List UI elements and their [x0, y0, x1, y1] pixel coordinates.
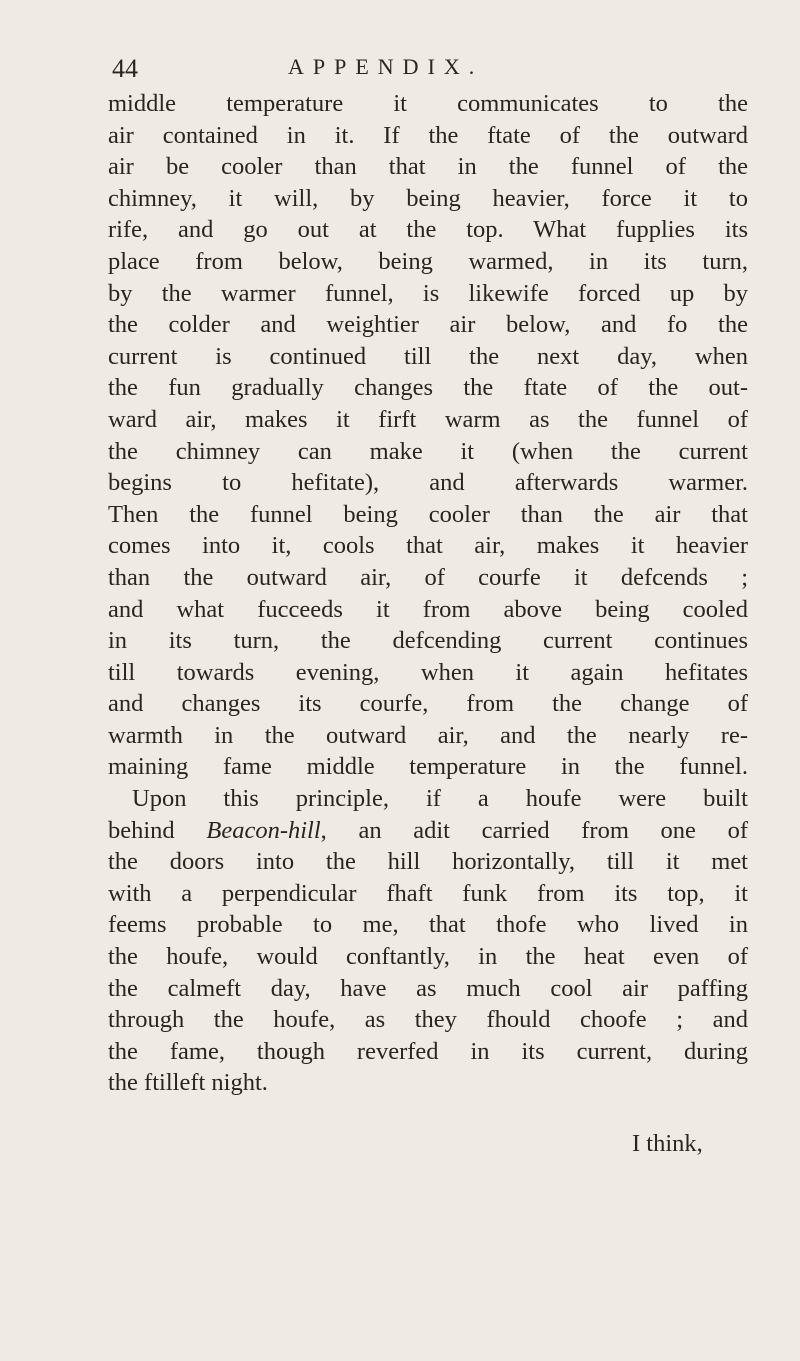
text-line: warmth in the outward air, and the nearly re-: [108, 721, 748, 749]
text-line: till towards evening, when it again hefitates: [108, 658, 748, 686]
text-line: the fame, though reverfed in its current, during: [108, 1037, 748, 1065]
text-line: with a perpendicular fhaft funk from its top, it: [108, 879, 748, 907]
paragraph-start-line: Upon this principle, if a houfe were built: [132, 785, 748, 813]
text-line: than the outward air, of courfe it defcends ;: [108, 563, 748, 591]
text-line: maining fame middle temperature in the funnel.: [108, 753, 748, 781]
text-line: and what fucceeds it from above being cooled: [108, 595, 748, 623]
page-number: 44: [112, 54, 138, 83]
text-line: in its turn, the defcending current continues: [108, 627, 748, 655]
text-line: through the houfe, as they fhould choofe ; and: [108, 1006, 748, 1034]
text-line: air contained in it. If the ftate of the outward: [108, 121, 748, 149]
text-line: and changes its courfe, from the change of: [108, 690, 748, 718]
text-line: begins to hefitate), and afterwards warmer.: [108, 469, 748, 497]
text-line: current is continued till the next day, when: [108, 342, 748, 370]
text-fragment: behind: [108, 816, 175, 844]
text-line: the fun gradually changes the ftate of the out-: [108, 374, 748, 402]
text-line: the doors into the hill horizontally, till it met: [108, 848, 748, 876]
text-line: chimney, it will, by being heavier, force it to: [108, 184, 748, 212]
catchword: I think,: [632, 1130, 703, 1157]
text-line: the houfe, would conftantly, in the heat even of: [108, 943, 748, 971]
text-fragment: , an adit carried from one of: [320, 816, 748, 844]
text-line: Then the funnel being cooler than the air that: [108, 500, 748, 528]
text-line: middle temperature it communicates to the: [108, 90, 748, 117]
text-line: the ftilleft night.: [108, 1069, 268, 1097]
running-head: APPENDIX.: [288, 54, 484, 79]
text-line: air be cooler than that in the funnel of the: [108, 153, 748, 181]
place-name-italic: Beacon-hill: [206, 816, 321, 844]
text-line: the chimney can make it (when the current: [108, 437, 748, 465]
text-line: by the warmer funnel, is likewife forced up by: [108, 279, 748, 307]
text-line: place from below, being warmed, in its turn,: [108, 247, 748, 275]
body-text: [108, 88, 748, 1099]
text-line: comes into it, cools that air, makes it heavier: [108, 532, 748, 560]
text-line: ward air, makes it firft warm as the funnel of: [108, 405, 748, 433]
text-line: rife, and go out at the top. What fupplies its: [108, 216, 748, 244]
text-line: feems probable to me, that thofe who lived in: [108, 911, 748, 939]
text-line: the colder and weightier air below, and fo the: [108, 311, 748, 339]
text-line: the calmeft day, have as much cool air paffing: [108, 974, 748, 1002]
text-line: [108, 815, 748, 847]
